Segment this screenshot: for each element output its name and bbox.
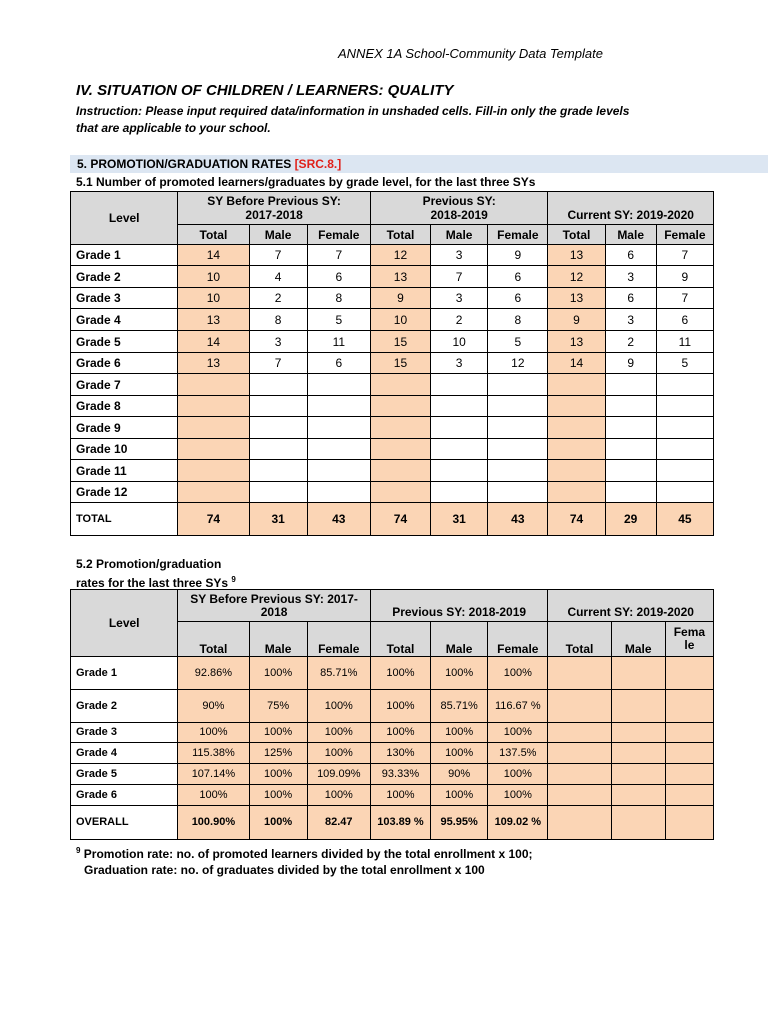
sub-female: Fema le — [665, 622, 713, 657]
data-cell[interactable] — [370, 460, 430, 482]
data-cell[interactable] — [548, 690, 611, 723]
sy3-header: Current SY: 2019-2020 — [548, 192, 714, 225]
level-header: Level — [71, 590, 178, 657]
sub-female: Female — [488, 225, 548, 245]
overall-cell[interactable] — [548, 806, 611, 840]
data-cell[interactable]: 93.33% — [370, 764, 430, 785]
data-cell[interactable] — [488, 396, 548, 417]
table-row — [71, 309, 714, 331]
data-cell[interactable] — [611, 723, 665, 743]
row-level-label: Grade 6 — [71, 353, 178, 374]
data-cell[interactable] — [249, 460, 307, 482]
table-row — [71, 288, 714, 309]
data-cell[interactable]: 12 — [488, 353, 548, 374]
instruction-text: Instruction: Please input required data/information in unshaded cells. Fill-in only the grade levels that are applicable to your school. — [76, 104, 630, 135]
data-cell[interactable]: 2 — [605, 331, 656, 353]
data-cell[interactable]: 14 — [178, 245, 249, 266]
table1-caption: 5.1 Number of promoted learners/graduates by grade level, for the last three SYs — [76, 175, 536, 189]
section-heading — [77, 157, 341, 171]
data-cell[interactable]: 100% — [370, 785, 430, 806]
overall-cell[interactable]: 95.95% — [431, 806, 488, 840]
overall-cell[interactable]: 103.89 % — [370, 806, 430, 840]
data-cell[interactable]: 13 — [548, 331, 605, 353]
data-cell[interactable] — [370, 482, 430, 503]
data-cell[interactable] — [488, 482, 548, 503]
table-row — [71, 657, 714, 690]
data-cell[interactable] — [249, 374, 307, 396]
data-cell[interactable] — [178, 460, 249, 482]
data-cell[interactable]: 15 — [370, 331, 430, 353]
data-cell[interactable]: 12 — [548, 266, 605, 288]
data-cell[interactable] — [548, 417, 605, 439]
row-level-label: Grade 1 — [71, 657, 178, 690]
data-cell[interactable] — [656, 439, 713, 460]
data-cell[interactable]: 6 — [605, 288, 656, 309]
data-cell[interactable] — [488, 417, 548, 439]
overall-cell[interactable] — [665, 806, 713, 840]
data-cell[interactable] — [370, 439, 430, 460]
data-cell[interactable] — [605, 482, 656, 503]
row-level-label: Grade 5 — [71, 764, 178, 785]
data-cell[interactable]: 10 — [178, 266, 249, 288]
data-cell[interactable] — [548, 439, 605, 460]
sub-total: Total — [178, 225, 249, 245]
data-cell[interactable]: 8 — [249, 309, 307, 331]
level-header: Level — [71, 192, 178, 245]
data-cell[interactable] — [665, 657, 713, 690]
data-cell[interactable]: 100% — [249, 785, 307, 806]
data-cell[interactable]: 9 — [370, 288, 430, 309]
data-cell[interactable]: 85.71% — [431, 690, 488, 723]
total-cell[interactable]: 43 — [307, 503, 370, 536]
data-cell[interactable]: 15 — [370, 353, 430, 374]
data-cell[interactable] — [178, 417, 249, 439]
footnote-line1: Promotion rate: no. of promoted learners divided by the total enrollment x 100; — [80, 847, 533, 861]
data-cell[interactable] — [656, 396, 713, 417]
data-cell[interactable]: 13 — [370, 266, 430, 288]
sub-male: Male — [249, 622, 307, 657]
data-cell[interactable]: 100% — [307, 723, 370, 743]
data-cell[interactable]: 12 — [370, 245, 430, 266]
sub-total: Total — [548, 622, 611, 657]
data-cell[interactable] — [548, 374, 605, 396]
data-cell[interactable]: 3 — [605, 309, 656, 331]
table-row — [71, 266, 714, 288]
data-cell[interactable]: 14 — [178, 331, 249, 353]
row-level-label: Grade 5 — [71, 331, 178, 353]
overall-cell[interactable]: 109.02 % — [488, 806, 548, 840]
row-level-label: Grade 9 — [71, 417, 178, 439]
data-cell[interactable] — [249, 439, 307, 460]
sy2-header: Previous SY: 2018-2019 — [370, 590, 548, 622]
data-cell[interactable]: 11 — [656, 331, 713, 353]
row-level-label: Grade 8 — [71, 396, 178, 417]
data-cell[interactable]: 90% — [431, 764, 488, 785]
data-cell[interactable] — [605, 396, 656, 417]
table-row — [71, 723, 714, 743]
table-row — [71, 743, 714, 764]
data-cell[interactable]: 109.09% — [307, 764, 370, 785]
row-level-label: Grade 12 — [71, 482, 178, 503]
table-row — [71, 374, 714, 396]
data-cell[interactable] — [178, 439, 249, 460]
data-cell[interactable]: 100% — [178, 723, 249, 743]
data-cell[interactable]: 100% — [370, 723, 430, 743]
data-cell[interactable]: 9 — [548, 309, 605, 331]
sub-total: Total — [178, 622, 249, 657]
data-cell[interactable]: 92.86% — [178, 657, 249, 690]
data-cell[interactable]: 100% — [370, 657, 430, 690]
data-cell[interactable]: 137.5% — [488, 743, 548, 764]
overall-cell[interactable]: 100% — [249, 806, 307, 840]
data-cell[interactable]: 5 — [307, 309, 370, 331]
data-cell[interactable]: 130% — [370, 743, 430, 764]
data-cell[interactable]: 85.71% — [307, 657, 370, 690]
data-cell[interactable]: 7 — [656, 245, 713, 266]
data-cell[interactable]: 9 — [605, 353, 656, 374]
table-row — [71, 396, 714, 417]
data-cell[interactable]: 100% — [178, 785, 249, 806]
data-cell[interactable] — [548, 785, 611, 806]
data-cell[interactable] — [656, 374, 713, 396]
data-cell[interactable] — [370, 417, 430, 439]
data-cell[interactable]: 13 — [178, 309, 249, 331]
data-cell[interactable] — [611, 690, 665, 723]
data-cell[interactable]: 2 — [249, 288, 307, 309]
promoted-learners-table — [70, 191, 714, 536]
sub-male: Male — [431, 622, 488, 657]
data-cell[interactable]: 8 — [488, 309, 548, 331]
data-cell[interactable]: 6 — [488, 266, 548, 288]
footnote-mark: 9 — [76, 846, 81, 855]
sub-female: Female — [656, 225, 713, 245]
row-level-label: Grade 6 — [71, 785, 178, 806]
table-row — [71, 417, 714, 439]
table-row — [71, 353, 714, 374]
data-cell[interactable] — [665, 764, 713, 785]
row-level-label: Grade 2 — [71, 266, 178, 288]
data-cell[interactable]: 7 — [249, 245, 307, 266]
data-cell[interactable] — [488, 439, 548, 460]
data-cell[interactable]: 11 — [307, 331, 370, 353]
data-cell[interactable] — [548, 657, 611, 690]
data-cell[interactable] — [307, 374, 370, 396]
data-cell[interactable]: 13 — [548, 245, 605, 266]
data-cell[interactable] — [611, 764, 665, 785]
data-cell[interactable] — [431, 396, 488, 417]
data-cell[interactable]: 3 — [249, 331, 307, 353]
data-cell[interactable] — [431, 374, 488, 396]
data-cell[interactable]: 100% — [370, 690, 430, 723]
data-cell[interactable]: 90% — [178, 690, 249, 723]
data-cell[interactable]: 9 — [656, 266, 713, 288]
data-cell[interactable]: 3 — [431, 353, 488, 374]
data-cell[interactable] — [178, 374, 249, 396]
data-cell[interactable] — [605, 417, 656, 439]
data-cell[interactable]: 10 — [431, 331, 488, 353]
data-cell[interactable]: 100% — [488, 764, 548, 785]
data-cell[interactable]: 116.67 % — [488, 690, 548, 723]
row-level-label: Grade 3 — [71, 723, 178, 743]
row-level-label: Grade 1 — [71, 245, 178, 266]
data-cell[interactable] — [548, 764, 611, 785]
sub-male: Male — [249, 225, 307, 245]
data-cell[interactable] — [605, 460, 656, 482]
data-cell[interactable] — [488, 460, 548, 482]
data-cell[interactable] — [548, 743, 611, 764]
total-cell[interactable]: 29 — [605, 503, 656, 536]
data-cell[interactable] — [488, 374, 548, 396]
data-cell[interactable]: 100% — [431, 723, 488, 743]
total-cell[interactable]: 74 — [548, 503, 605, 536]
data-cell[interactable] — [605, 439, 656, 460]
data-cell[interactable] — [548, 460, 605, 482]
data-cell[interactable]: 100% — [488, 723, 548, 743]
data-cell[interactable]: 7 — [249, 353, 307, 374]
data-cell[interactable] — [665, 690, 713, 723]
data-cell[interactable]: 6 — [656, 309, 713, 331]
data-cell[interactable]: 5 — [656, 353, 713, 374]
table-row — [71, 439, 714, 460]
data-cell[interactable]: 100% — [488, 657, 548, 690]
data-cell[interactable]: 7 — [431, 266, 488, 288]
row-level-label: Grade 4 — [71, 309, 178, 331]
data-cell[interactable]: 107.14% — [178, 764, 249, 785]
data-cell[interactable]: 3 — [605, 266, 656, 288]
data-cell[interactable]: 6 — [488, 288, 548, 309]
data-cell[interactable] — [605, 374, 656, 396]
table-row — [71, 785, 714, 806]
table-row — [71, 245, 714, 266]
sub-total: Total — [548, 225, 605, 245]
data-cell[interactable]: 100% — [307, 690, 370, 723]
data-cell[interactable] — [307, 396, 370, 417]
row-level-label: Grade 2 — [71, 690, 178, 723]
row-level-label: Grade 7 — [71, 374, 178, 396]
data-cell[interactable]: 5 — [488, 331, 548, 353]
footnote — [76, 843, 533, 878]
data-cell[interactable] — [178, 396, 249, 417]
data-cell[interactable]: 3 — [431, 288, 488, 309]
section-label: 5. PROMOTION/GRADUATION RATES — [77, 157, 295, 171]
sub-male: Male — [611, 622, 665, 657]
sy3-header: Current SY: 2019-2020 — [548, 590, 714, 622]
data-cell[interactable]: 13 — [178, 353, 249, 374]
footnote-line2: Graduation rate: no. of graduates divided by the total enrollment x 100 — [84, 863, 485, 877]
annex-label: ANNEX 1A School-Community Data Template — [338, 46, 603, 61]
data-cell[interactable] — [249, 482, 307, 503]
sub-total: Total — [370, 225, 430, 245]
sub-female: Female — [307, 225, 370, 245]
total-cell[interactable]: 45 — [656, 503, 713, 536]
data-cell[interactable]: 9 — [488, 245, 548, 266]
data-cell[interactable]: 100% — [307, 743, 370, 764]
row-level-label: Grade 4 — [71, 743, 178, 764]
data-cell[interactable]: 6 — [307, 266, 370, 288]
data-cell[interactable]: 3 — [431, 245, 488, 266]
data-cell[interactable] — [611, 785, 665, 806]
sy1-header: SY Before Previous SY: 2017- 2018 — [178, 590, 371, 622]
data-cell[interactable] — [307, 417, 370, 439]
row-level-label: Grade 10 — [71, 439, 178, 460]
data-cell[interactable] — [431, 460, 488, 482]
data-cell[interactable]: 100% — [431, 657, 488, 690]
data-cell[interactable]: 7 — [656, 288, 713, 309]
data-cell[interactable] — [307, 460, 370, 482]
row-level-label: Grade 11 — [71, 460, 178, 482]
total-cell[interactable]: 43 — [488, 503, 548, 536]
data-cell[interactable] — [178, 482, 249, 503]
data-cell[interactable] — [656, 417, 713, 439]
table-row — [71, 331, 714, 353]
data-cell[interactable]: 100% — [307, 785, 370, 806]
data-cell[interactable]: 100% — [431, 785, 488, 806]
total-cell[interactable]: 31 — [431, 503, 488, 536]
data-cell[interactable]: 7 — [307, 245, 370, 266]
data-cell[interactable] — [548, 396, 605, 417]
data-cell[interactable] — [665, 743, 713, 764]
promotion-rates-table — [70, 589, 714, 840]
overall-cell[interactable] — [611, 806, 665, 840]
data-cell[interactable] — [307, 482, 370, 503]
data-cell[interactable] — [370, 396, 430, 417]
section-src-tag: [SRC.8.] — [294, 157, 342, 171]
data-cell[interactable] — [249, 396, 307, 417]
data-cell[interactable]: 13 — [548, 288, 605, 309]
overall-label: OVERALL — [71, 806, 178, 840]
table-row — [71, 764, 714, 785]
sub-male: Male — [431, 225, 488, 245]
data-cell[interactable] — [431, 417, 488, 439]
data-cell[interactable] — [548, 482, 605, 503]
data-cell[interactable]: 115.38% — [178, 743, 249, 764]
data-cell[interactable] — [656, 482, 713, 503]
data-cell[interactable] — [665, 723, 713, 743]
data-cell[interactable]: 100% — [431, 743, 488, 764]
data-cell[interactable]: 2 — [431, 309, 488, 331]
sub-female: Female — [307, 622, 370, 657]
table2-caption: 5.2 Promotion/graduation rates for the last three SYs $^9$ — [76, 557, 236, 590]
data-cell[interactable] — [611, 743, 665, 764]
data-cell[interactable] — [656, 460, 713, 482]
total-cell[interactable]: 74 — [370, 503, 430, 536]
data-cell[interactable]: 125% — [249, 743, 307, 764]
data-cell[interactable] — [611, 657, 665, 690]
data-cell[interactable]: 75% — [249, 690, 307, 723]
sy1-header: SY Before Previous SY: 2017-2018 — [178, 192, 371, 225]
data-cell[interactable]: 100% — [249, 764, 307, 785]
data-cell[interactable] — [370, 374, 430, 396]
overall-cell[interactable]: 100.90% — [178, 806, 249, 840]
data-cell[interactable]: 8 — [307, 288, 370, 309]
data-cell[interactable]: 100% — [249, 723, 307, 743]
data-cell[interactable]: 10 — [178, 288, 249, 309]
sub-total: Total — [370, 622, 430, 657]
sy2-header: Previous SY: 2018-2019 — [370, 192, 548, 225]
table-row — [71, 690, 714, 723]
sub-male: Male — [605, 225, 656, 245]
row-level-label: Grade 3 — [71, 288, 178, 309]
section-title: IV. SITUATION OF CHILDREN / LEARNERS: QUALITY — [76, 82, 454, 99]
data-cell[interactable]: 10 — [370, 309, 430, 331]
data-cell[interactable]: 4 — [249, 266, 307, 288]
total-label: TOTAL — [71, 503, 178, 536]
data-cell[interactable]: 6 — [605, 245, 656, 266]
sub-female: Female — [488, 622, 548, 657]
data-cell[interactable]: 100% — [488, 785, 548, 806]
data-cell[interactable]: 100% — [249, 657, 307, 690]
data-cell[interactable] — [431, 439, 488, 460]
data-cell[interactable] — [665, 785, 713, 806]
data-cell[interactable]: 6 — [307, 353, 370, 374]
table-row — [71, 460, 714, 482]
data-cell[interactable] — [249, 417, 307, 439]
total-cell[interactable]: 31 — [249, 503, 307, 536]
data-cell[interactable] — [307, 439, 370, 460]
data-cell[interactable]: 14 — [548, 353, 605, 374]
data-cell[interactable] — [548, 723, 611, 743]
table-row — [71, 482, 714, 503]
total-cell[interactable]: 74 — [178, 503, 249, 536]
overall-cell[interactable]: 82.47 — [307, 806, 370, 840]
data-cell[interactable] — [431, 482, 488, 503]
